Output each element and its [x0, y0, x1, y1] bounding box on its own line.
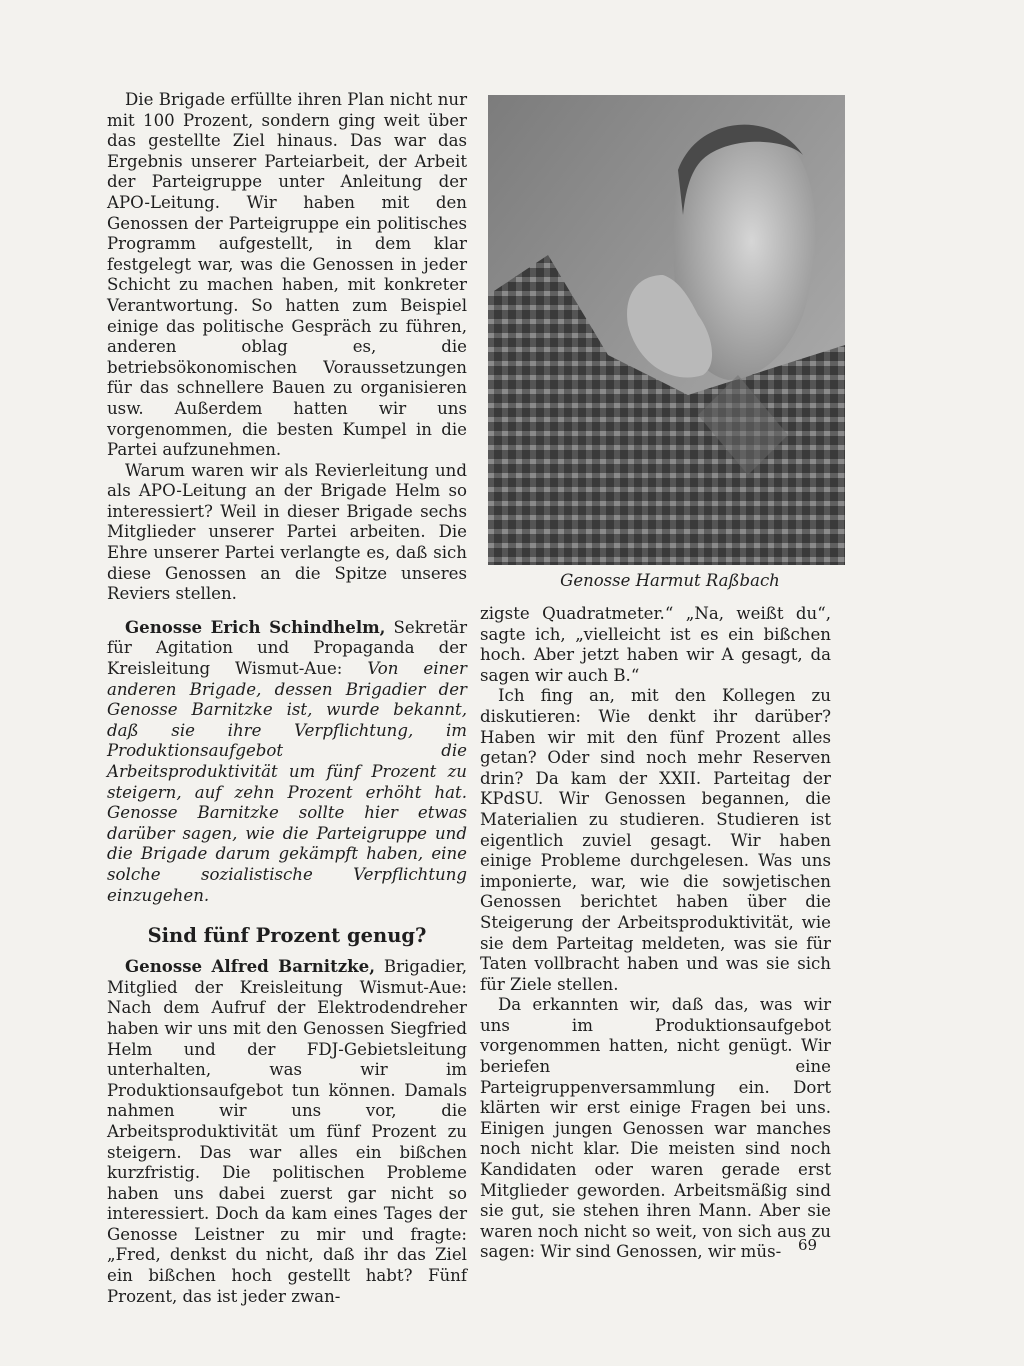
section-heading: Sind fünf Prozent genug? — [147, 924, 427, 948]
photo-caption: Genosse Harmut Raßbach — [560, 571, 780, 590]
speaker-role: Sekretär für Agitation und Propaganda der Kreisleitung Wismut-Aue: — [107, 617, 468, 679]
paragraph-revierleitung: Warum waren wir als Revierleitung und als APO-Leitung an der Brigade Helm so interessiert? Weil in dieser Brigade sechs Mitglieder unserer Partei arbeiten. Die Ehre unserer Partei verlangte es, daß sich diese Genossen an die Spitze unseres Reviers stellen. — [107, 460, 467, 604]
paragraph-brigade-result: Die Brigade erfüllte ihren Plan nicht nur mit 100 Prozent, sondern ging weit über das gestellte Ziel hinaus. Das war das Ergebnis unserer Parteiarbeit, der Arbeit der Parteigruppe unter Anleitung der APO-Leitung. Wir haben mit den Genossen der Parteigruppe ein politisches Programm aufgestellt, in dem klar festgelegt war, was die Genossen in jeder Schicht zu machen haben, mit konkreter Verantwortung. So hatten zum Beispiel einige das politische Gespräch zu führen, anderen oblag es, die betriebsökonomischen Voraussetzungen für das schnellere Bauen zu organisieren usw. Außerdem hatten wir uns vorgenommen, die besten Kumpel in die Partei aufzunehmen. — [107, 90, 467, 460]
paragraph-schindhelm — [107, 617, 467, 906]
italic-statement: Von einer anderen Brigade, dessen Brigadier der Genosse Barnitzke ist, wurde bekannt, daß sie ihre Verpflichtung, im Produktionsaufgebot die Arbeitsproduktivität um fünf Prozent zu steigern, auf zehn Prozent erhöht hat. Genosse Barnitzke sollte hier etwas darüber sagen, wie die Parteigruppe und die Brigade darum gekämpft haben, eine solche sozialistische Verpflichtung einzugehen. — [107, 659, 467, 905]
page-number: 69 — [798, 1236, 818, 1254]
paragraph-discussion: Ich fing an, mit den Kollegen zu diskutieren: Wie denkt ihr darüber? Haben wir mit den fünf Prozent alles getan? Oder sind noch mehr Reserven drin? Da kam der XXII. Parteitag der KPdSU. Wir Genossen begannen, die Materialien zu studieren. Studieren ist eigentlich zuviel gesagt. Wir haben einige Probleme durchgelesen. Was uns imponierte, war, wie die sowjetischen Genossen berichtet haben über die Steigerung der Arbeitsproduktivität, wie sie dem Parteitag meldeten, was sie für Taten vollbracht haben und was sie sich für Ziele stellen. — [480, 686, 831, 994]
paragraph-barnitzke — [107, 956, 467, 1307]
left-column — [107, 90, 467, 1307]
portrait-photo — [488, 95, 845, 565]
paragraph-realization: Da erkannten wir, daß das, was wir uns im Produktionsaufgebot vorgenommen hatten, nicht genügt. Wir beriefen eine Parteigruppenversammlung ein. Dort klärten wir erst einige Fragen bei uns. Einigen jungen Genossen war manches noch nicht klar. Die meisten sind noch Kandidaten oder waren gerade erst Mitglieder geworden. Arbeitsmäßig sind sie gut, sie stehen ihren Mann. Aber sie waren noch nicht so weit, von sich aus zu sagen: Wir sind Genossen, wir müs- — [480, 995, 831, 1262]
speaker-name: Genosse Erich Schindhelm, — [125, 616, 386, 637]
portrait-image — [488, 95, 845, 565]
paragraph-continuation: zigste Quadratmeter.“ „Na, weißt du“, sagte ich, „vielleicht ist es ein bißchen hoch. Aber jetzt haben wir A gesagt, da sagen wir auch B.“ — [480, 604, 831, 685]
speaker-statement: Brigadier, Mitglied der Kreisleitung Wismut-Aue: Nach dem Aufruf der Elektrodendreher haben wir uns mit den Genossen Siegfried Helm und der FDJ-Gebietsleitung unterhalten, was wir im Produktionsaufgebot tun können. Damals nahmen wir uns vor, die Arbeitsproduktivität um fünf Prozent zu steigern. Das war alles ein bißchen kurzfristig. Die politischen Probleme haben uns dabei zuerst gar nicht so interessiert. Doch da kam eines Tages der Genosse Leistner zu mir und fragte: „Fred, denkst du nicht, daß ihr das Ziel ein bißchen hoch gestellt habt? Fünf Prozent, das ist jeder zwan- — [107, 957, 468, 1306]
speaker-name: Genosse Alfred Barnitzke, — [125, 956, 375, 977]
right-column — [480, 604, 831, 1263]
